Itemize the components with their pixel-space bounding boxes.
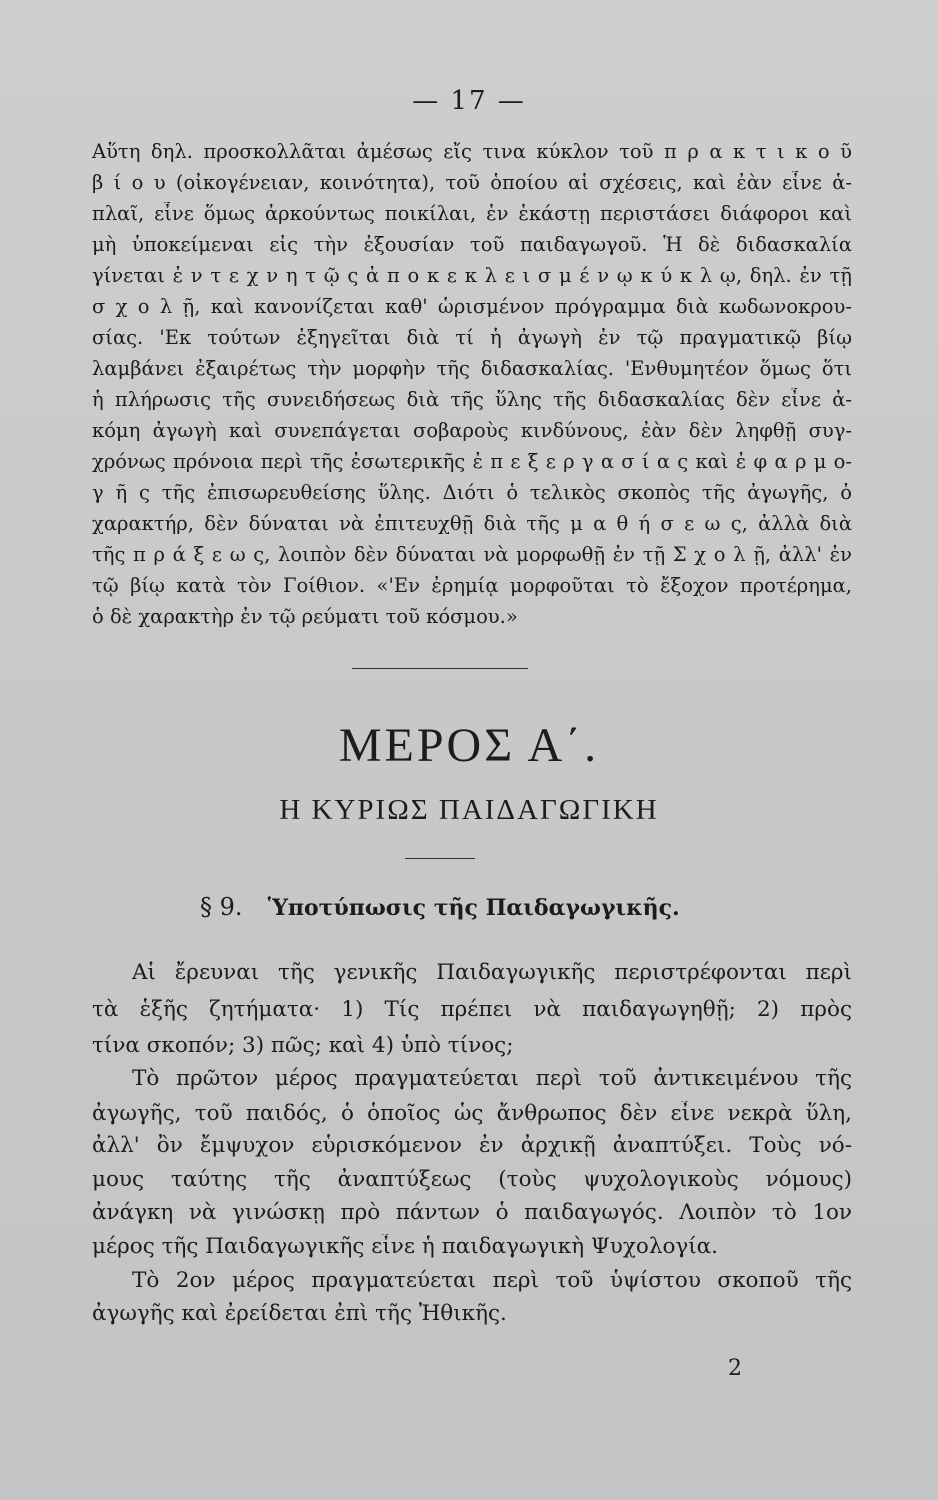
text-line: γ ῆ ς τῆς ἐπισωρευθείσης ὕλης. Διότι ὁ τελικὸς σκοπὸς τῆς ἀγωγῆς, ὁ — [92, 481, 852, 504]
part-title: ΜΕΡΟΣ Α΄. — [338, 719, 600, 772]
section-title: Ὑποτύπωσις τῆς Παιδαγωγικῆς. — [267, 895, 680, 921]
text-line: ὁ δὲ χαρακτὴρ ἐν τῷ ρεύματι τοῦ κόσμου.» — [92, 605, 518, 628]
text-line: μὴ ὑποκείμεναι εἰς τὴν ἐξουσίαν τοῦ παιδαγωγοῦ. Ἡ δὲ διδασκαλία — [92, 233, 852, 256]
text-line: τὰ ἑξῆς ζητήματα· 1) Τίς πρέπει νὰ παιδαγωγηθῇ; 2) πρὸς — [92, 997, 852, 1022]
text-line: σ χ ο λ ῇ, καὶ κανονίζεται καθ' ὡρισμένον πρόγραμμα διὰ κωδωνοκρου- — [92, 295, 852, 318]
text-line: χρόνως πρόνοια περὶ τῆς ἐσωτερικῆς ἐ π ε ξ ε ρ γ α σ ί α ς καὶ ἐ φ α ρ μ ο- — [92, 450, 852, 473]
text-line: Αἱ ἔρευναι τῆς γενικῆς Παιδαγωγικῆς περιστρέφονται περὶ — [132, 960, 852, 985]
text-line: μους ταύτης τῆς ἀναπτύξεως (τοὺς ψυχολογικοὺς νόμους) — [92, 1167, 852, 1192]
text-line: πλαῖ, εἶνε ὅμως ἀρκούντως ποικίλαι, ἐν ἑκάστῃ περιστάσει διάφοροι καὶ — [92, 202, 852, 225]
text-line: ἡ πλήρωσις τῆς συνειδήσεως διὰ τῆς ὕλης τῆς διδασκαλίας δὲν εἶνε ἀ- — [92, 388, 852, 411]
text-line: τίνα σκοπόν; 3) πῶς; καὶ 4) ὑπὸ τίνος; — [92, 1033, 514, 1058]
section-number: § 9. — [200, 893, 243, 921]
title-rule — [405, 858, 475, 859]
text-line: Τὸ πρῶτον μέρος πραγματεύεται περὶ τοῦ ἀντικειμένου τῆς — [132, 1066, 852, 1091]
text-line: Τὸ 2ον μέρος πραγματεύεται περὶ τοῦ ὑψίστου σκοποῦ τῆς — [132, 1268, 852, 1293]
section-divider — [352, 668, 528, 669]
signature-mark: 2 — [728, 1356, 742, 1381]
page-number: — 17 — — [412, 86, 526, 116]
text-line: β ί ο υ (οἰκογένειαν, κοινότητα), τοῦ ὁποίου αἱ σχέσεις, καὶ ἐὰν εἶνε ἁ- — [92, 171, 852, 194]
text-line: γίνεται ἐ ν τ ε χ ν η τ ῷ ς ἀ π ο κ ε κ λ ε ι σ μ έ ν ῳ κ ύ κ λ ῳ, δηλ. ἐν τῇ — [92, 264, 852, 287]
text-line: ἀλλ' ὂν ἔμψυχον εὑρισκόμενον ἐν ἀρχικῇ ἀναπτύξει. Τοὺς νό- — [92, 1133, 852, 1158]
text-line: Αὕτη δηλ. προσκολλᾶται ἀμέσως εἴς τινα κύκλον τοῦ π ρ α κ τ ι κ ο ῦ — [92, 140, 852, 163]
text-line: ἀγωγῆς, τοῦ παιδός, ὁ ὁποῖος ὡς ἄνθρωπος δὲν εἶνε νεκρὰ ὕλη, — [92, 1101, 852, 1126]
text-line: ἀγωγῆς καὶ ἐρείδεται ἐπὶ τῆς Ἠθικῆς. — [92, 1301, 507, 1326]
chapter-title: Η ΚΥΡΙΩΣ ΠΑΙΔΑΓΩΓΙΚΗ — [279, 794, 659, 826]
text-line: μέρος τῆς Παιδαγωγικῆς εἶνε ἡ παιδαγωγικὴ Ψυχολογία. — [92, 1234, 719, 1259]
text-line: σίας. 'Εκ τούτων ἐξηγεῖται διὰ τί ἡ ἀγωγὴ ἐν τῷ πραγματικῷ βίῳ — [92, 326, 852, 349]
text-line: τῷ βίῳ κατὰ τὸν Γοίθιον. «'Εν ἐρημίᾳ μορφοῦται τὸ ἔξοχον προτέρημα, — [92, 574, 852, 597]
text-line: τῆς π ρ ά ξ ε ω ς, λοιπὸν δὲν δύναται νὰ μορφωθῇ ἐν τῇ Σ χ ο λ ῇ, ἀλλ' ἐν — [92, 543, 852, 566]
text-line: κόμη ἀγωγὴ καὶ συνεπάγεται σοβαροὺς κινδύνους, ἐὰν δὲν ληφθῇ συγ- — [92, 419, 852, 442]
text-line: ἀνάγκη νὰ γινώσκῃ πρὸ πάντων ὁ παιδαγωγός. Λοιπὸν τὸ 1ον — [92, 1200, 852, 1225]
text-line: χαρακτήρ, δὲν δύναται νὰ ἐπιτευχθῇ διὰ τῆς μ α θ ή σ ε ω ς, ἀλλὰ διὰ — [92, 512, 852, 535]
text-line: λαμβάνει ἐξαιρέτως τὴν μορφὴν τῆς διδασκαλίας. 'Ενθυμητέον ὅμως ὅτι — [92, 357, 852, 380]
section-heading — [200, 893, 680, 921]
